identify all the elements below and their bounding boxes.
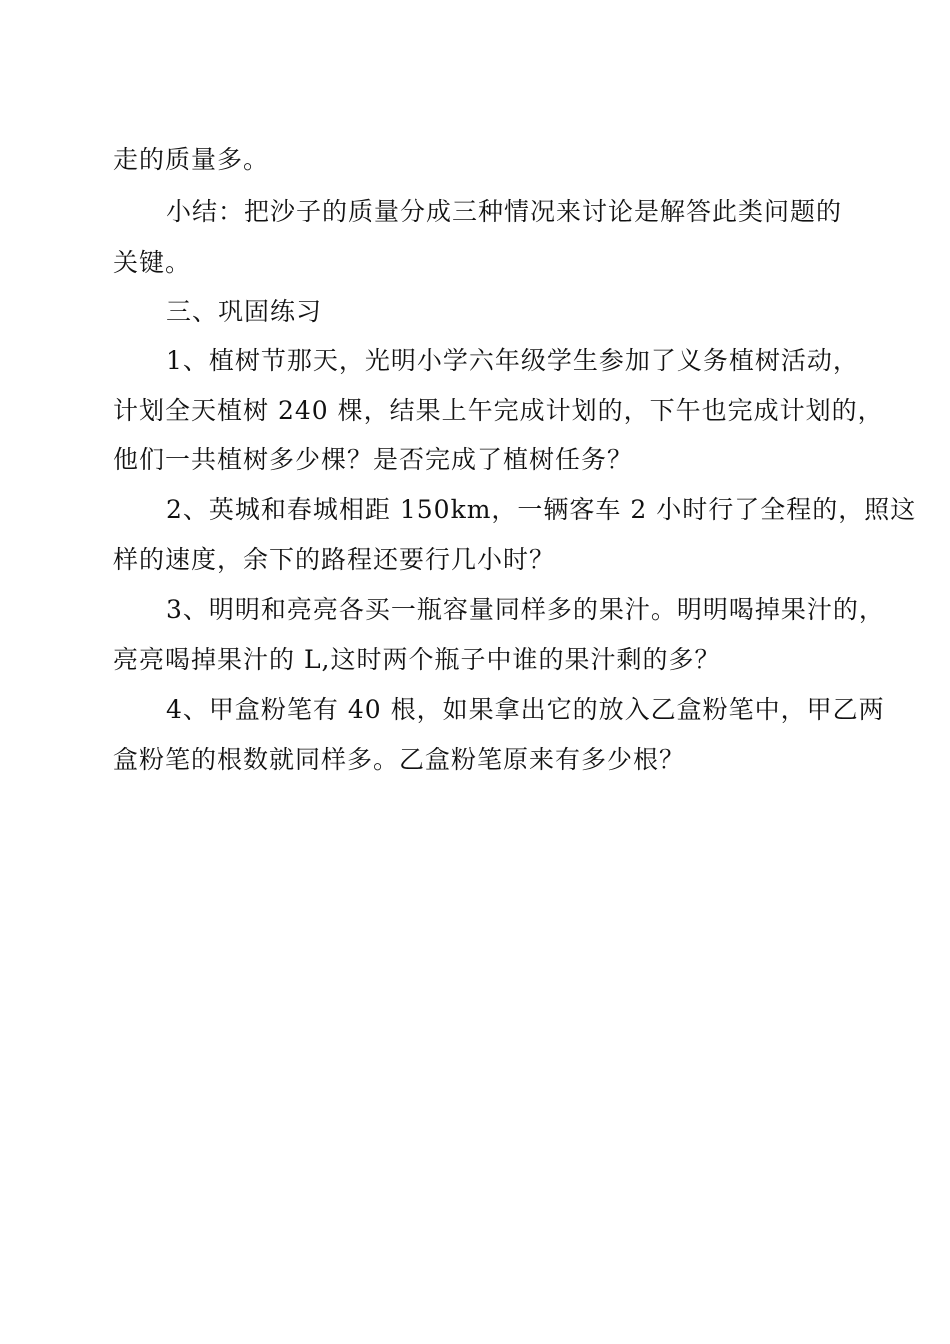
exercise-4-line-1: 4、甲盒粉笔有 40 根，如果拿出它的放入乙盒粉笔中，甲乙两 — [166, 695, 885, 724]
exercise-3-line-2: 亮亮喝掉果汁的 L,这时两个瓶子中谁的果汁剩的多？ — [113, 645, 721, 674]
exercise-1-line-1: 1、植树节那天，光明小学六年级学生参加了义务植树活动， — [166, 346, 859, 375]
exercise-3-line-1: 3、明明和亮亮各买一瓶容量同样多的果汁。明明喝掉果汁的， — [166, 595, 885, 624]
exercise-1-line-3: 他们一共植树多少棵？是否完成了植树任务？ — [113, 445, 634, 474]
exercise-1-line-2: 计划全天植树 240 棵，结果上午完成计划的，下午也完成计划的， — [113, 396, 884, 425]
summary-line-1: 小结：把沙子的质量分成三种情况来讨论是解答此类问题的 — [166, 197, 843, 226]
exercise-2-line-2: 样的速度，余下的路程还要行几小时？ — [113, 545, 556, 574]
summary-line-2: 关键。 — [113, 248, 192, 277]
exercise-2-line-1: 2、英城和春城相距 150km，一辆客车 2 小时行了全程的，照这 — [166, 495, 917, 524]
text-line-1: 走的质量多。 — [113, 145, 270, 174]
section-heading: 三、巩固练习 — [166, 297, 323, 326]
exercise-4-line-2: 盒粉笔的根数就同样多。乙盒粉笔原来有多少根？ — [113, 745, 686, 774]
